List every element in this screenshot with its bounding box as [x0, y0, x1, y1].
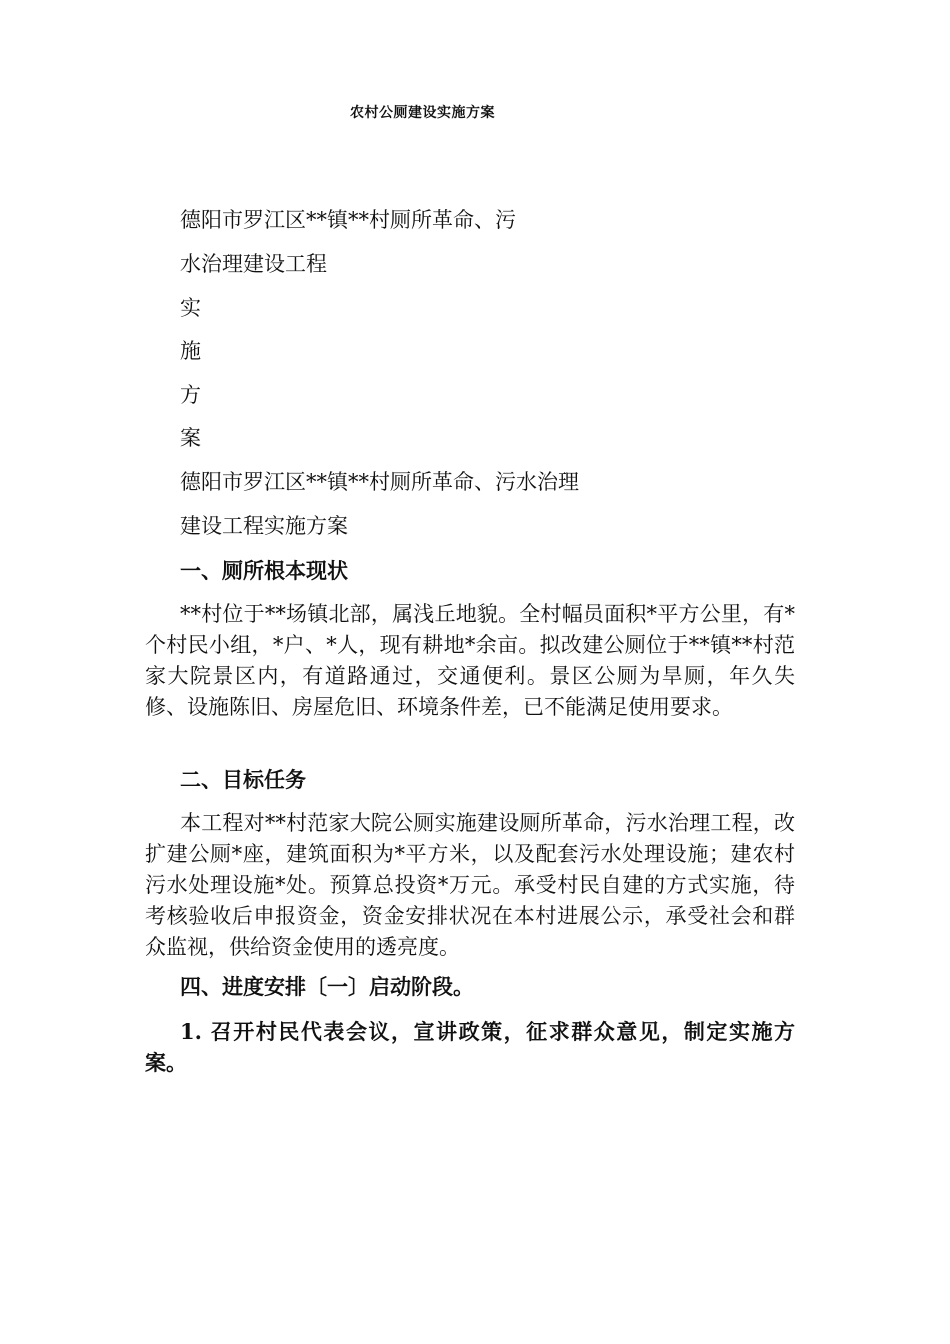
cover-title-char-1: 实: [180, 296, 201, 320]
section-1-body: **村位于**场镇北部，属浅丘地貌。全村幅员面积*平方公里，有*个村民小组，*户、*人，现有耕地*余亩。拟改建公厕位于**镇**村范家大院景区内，有道路通过，交通便利。景区公厕为旱厕，年久失修、设施陈旧、房屋危旧、环境条件差，已不能满足使用要求。: [145, 602, 795, 719]
full-title-line-2: 建设工程实施方案: [180, 514, 348, 538]
section-2-body: 本工程对**村范家大院公厕实施建设厕所革命，污水治理工程，改扩建公厕*座，建筑面积为*平方米，以及配套污水处理设施；建农村污水处理设施*处。预算总投资*万元。承受村民自建的方式实施，待考核验收后申报资金，资金安排状况在本村进展公示，承受社会和群众监视，供给资金使用的透亮度。: [145, 811, 795, 959]
cover-title-line-2: 水治理建设工程: [180, 252, 327, 276]
cover-title-char-2: 施: [180, 339, 201, 363]
cover-title-line-1: 德阳市罗江区**镇**村厕所革命、污: [180, 208, 516, 232]
section-1-heading: 一、厕所根本现状: [180, 558, 348, 583]
page-header-title: 农村公厕建设实施方案: [350, 105, 495, 121]
section-2-heading: 二、目标任务: [180, 767, 306, 792]
section-4-heading: 四、进度安排〔一〕启动阶段。: [180, 974, 474, 999]
cover-title-char-4: 案: [180, 426, 201, 450]
cover-title-char-3: 方: [180, 383, 201, 407]
section-4-item-1: 1. 召开村民代表会议，宣讲政策，征求群众意见，制定实施方案。: [145, 1019, 795, 1075]
full-title-line-1: 德阳市罗江区**镇**村厕所革命、污水治理: [180, 470, 579, 494]
